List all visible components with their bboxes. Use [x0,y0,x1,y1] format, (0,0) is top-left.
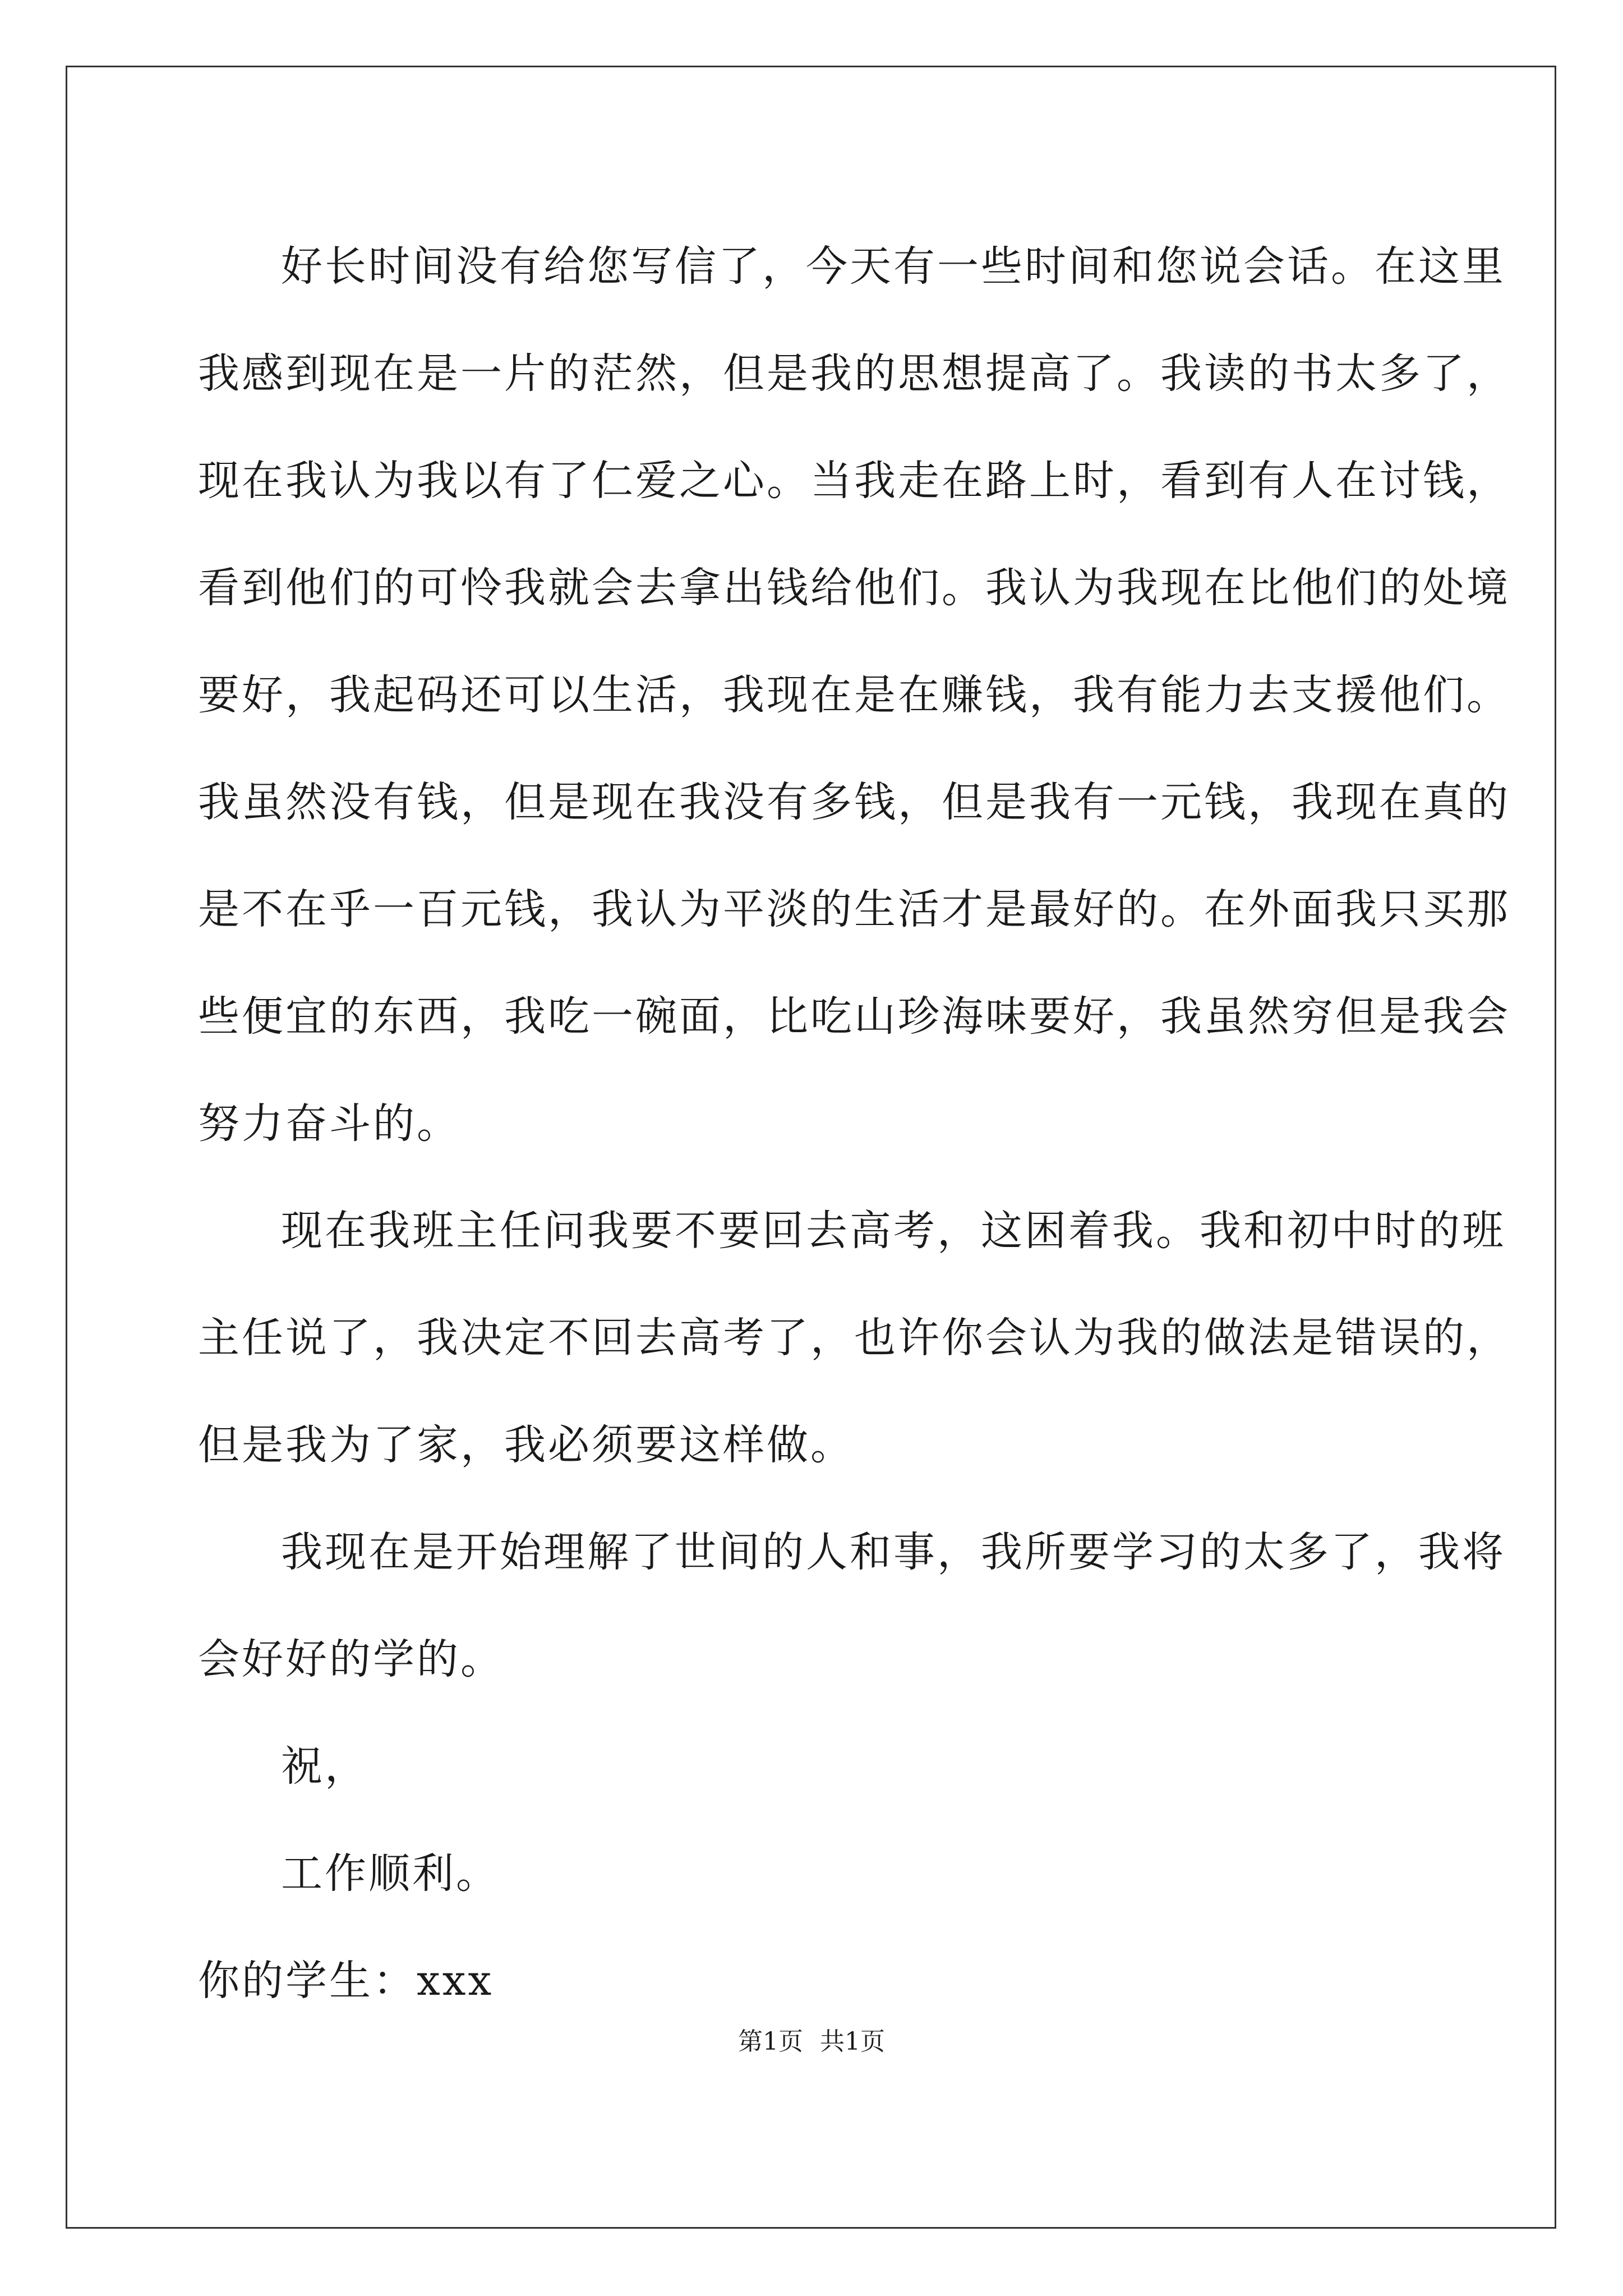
paragraph-1-line: 我感到现在是一片的茫然，但是我的思想提高了。我读的书太多了， [198,349,1510,398]
paragraph-2-line: 主任说了，我决定不回去高考了，也许你会认为我的做法是错误的， [198,1314,1510,1362]
paragraph-1-line: 些便宜的东西，我吃一碗面，比吃山珍海味要好，我虽然穷但是我会 [198,992,1510,1041]
paragraph-3-line: 我现在是开始理解了世间的人和事，我所要学习的太多了，我将 [281,1528,1506,1576]
paragraph-1 [198,213,1510,1177]
paragraph-2 [198,1177,1510,1499]
greeting: 祝， [281,1742,368,1791]
page-number: 第1页 [738,2027,803,2056]
paragraph-1-line: 努力奋斗的。 [198,1099,460,1148]
paragraph-1-line: 我虽然没有钱，但是现在我没有多钱，但是我有一元钱，我现在真的 [198,778,1510,826]
paragraph-2-line: 但是我为了家，我必须要这样做。 [198,1421,854,1469]
closing-wish: 工作顺利。 [281,1849,500,1898]
paragraph-1-line: 现在我认为我以有了仁爱之心。当我走在路上时，看到有人在讨钱， [198,457,1510,505]
letter-body [198,213,1510,2035]
paragraph-1-line: 看到他们的可怜我就会去拿出钱给他们。我认为我现在比他们的处境 [198,564,1510,612]
paragraph-1-line: 好长时间没有给您写信了，今天有一些时间和您说会话。在这里 [281,242,1506,291]
paragraph-1-line: 要好，我起码还可以生活，我现在是在赚钱，我有能力去支援他们。 [198,671,1510,719]
page-total: 共1页 [820,2027,885,2056]
paragraph-2-line: 现在我班主任问我要不要回去高考，这困着我。我和初中时的班 [281,1207,1506,1255]
signature: 你的学生：xxx [198,1957,494,2005]
paragraph-3-line: 会好好的学的。 [198,1635,504,1683]
page-footer [0,2025,1623,2059]
paragraph-1-line: 是不在乎一百元钱，我认为平淡的生活才是最好的。在外面我只买那 [198,885,1510,933]
paragraph-3 [198,1499,1506,1713]
